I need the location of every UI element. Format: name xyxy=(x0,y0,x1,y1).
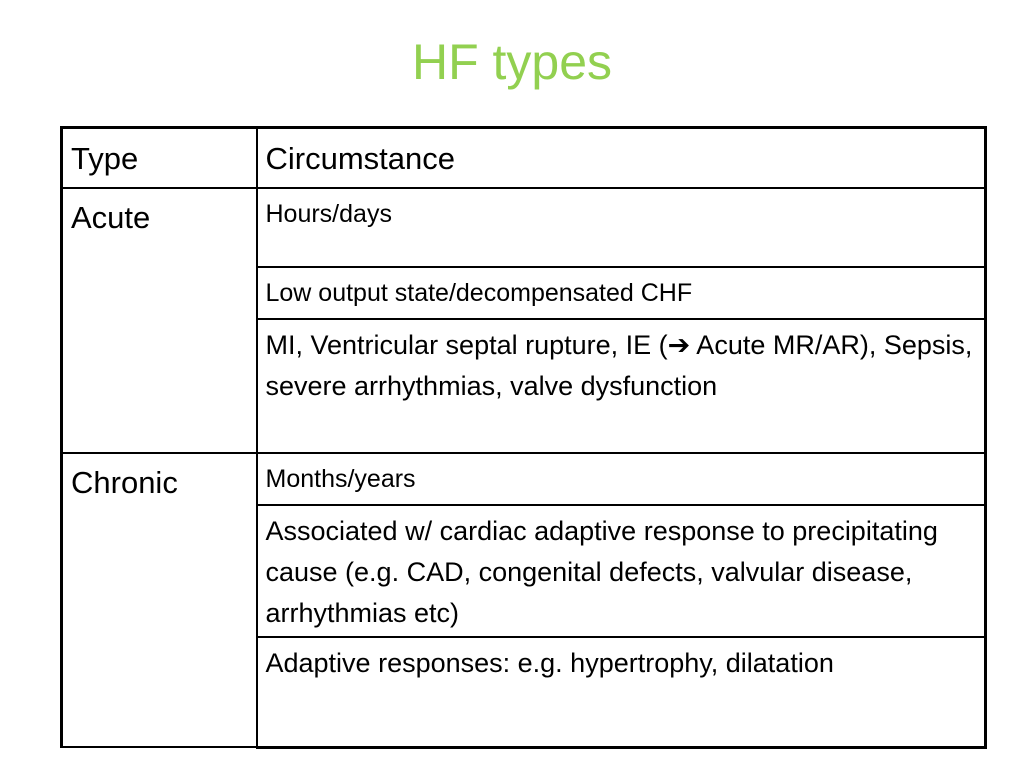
table-row xyxy=(62,453,986,505)
circumstance-cell: Months/years xyxy=(257,453,986,505)
circumstance-cell: Adaptive responses: e.g. hypertrophy, dilatation xyxy=(257,637,986,747)
type-cell-chronic: Chronic xyxy=(62,453,257,747)
circumstance-cell: Low output state/decompensated CHF xyxy=(257,267,986,319)
type-cell-acute: Acute xyxy=(62,188,257,453)
circumstance-cell: Associated w/ cardiac adaptive response to precipitating cause (e.g. CAD, congenital defects, valvular disease, arrhythmias etc) xyxy=(257,505,986,637)
table-header-row xyxy=(62,128,986,189)
header-type: Type xyxy=(62,128,257,189)
hf-types-table xyxy=(60,126,987,749)
circumstance-text: Acute MR/AR), Sepsis, severe arrhythmias, valve dysfunction xyxy=(265,330,973,401)
circumstance-cell xyxy=(257,319,986,453)
slide-title: HF types xyxy=(411,34,613,90)
header-circumstance: Circumstance xyxy=(257,128,986,189)
circumstance-cell: Hours/days xyxy=(257,188,986,267)
right-arrow-icon: ➔ xyxy=(667,330,691,361)
table-row xyxy=(62,188,986,267)
circumstance-text: MI, Ventricular septal rupture, IE ( xyxy=(265,330,668,360)
